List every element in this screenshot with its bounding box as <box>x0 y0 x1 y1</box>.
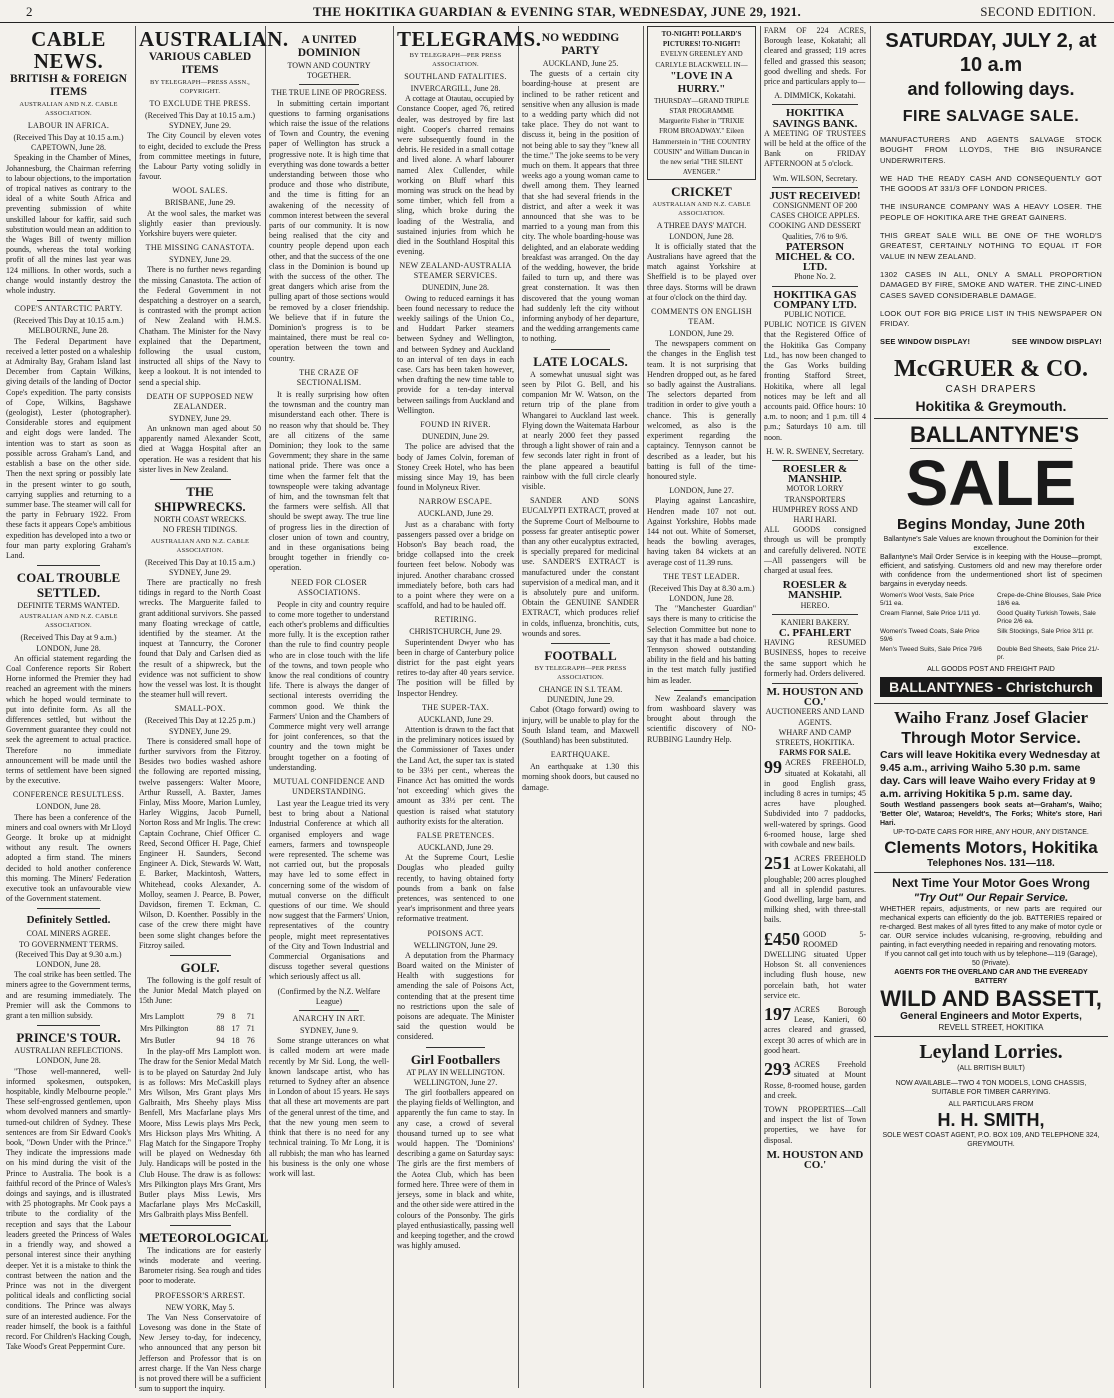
australian-subheading: VARIOUS CABLED ITEMS <box>148 51 252 76</box>
received-line: (Received This Day at 9.30 a.m.) <box>15 949 122 959</box>
listing-number: 197 <box>764 1004 791 1025</box>
listing-number: £450 <box>764 928 800 949</box>
advert-subheadline: MOTOR LORRY TRANSPORTERS <box>784 484 846 504</box>
article-subheadline: THE TRUE LINE OF PROGRESS. <box>271 88 387 98</box>
wild-bassett-advert: Next Time Your Motor Goes Wrong "Try Out" Our Repair Service. WHETHER repairs, adjustments, or new parts are required our mechanical experts can efficiently do the job. BATTERIES repaired or re-charged. Best makes of all tyres fitted to any make of motor cycle or car. OUR service includes vulcanising, re-grooving, rebuilding and painting, in fact everything needed in repairing and renovating motors. If you cannot call get into touch with us by telephone—119 (Garage), 50 (Private). AGENTS FOR THE OVERLAND CAR AND THE EVEREADY BATTERY WILD AND BASSETT, General Engineers and Motor Experts, REVELL STREET, HOKITIKA <box>874 873 1108 1036</box>
article-body: Speaking in the Chamber of Mines, Johannesburg, the Chairman referring to labour objections, to the importation of tropical natives as contrary to the ideal of a white South Africa and preventing submission of white unskilled labour for kaffir, said such substitution would mean an addition to the Wages Bill of twenty million pounds, whereas the total working profit of all the mines last year was 124 millions. In other words, such a change would instantly destroy the whole industry. <box>6 153 131 296</box>
telegraph-credit: BY TELEGRAPH—PER PRESS ASSOCIATION. <box>409 52 502 68</box>
article-headline: THE SHIPWRECKS. <box>154 484 246 515</box>
article-headline: ANARCHY IN ART. <box>292 1014 366 1024</box>
list-item: Women's Wool Vests, Sale Price 5/11 ea. <box>880 592 975 608</box>
advert-headline: Next Time Your Motor Goes Wrong <box>892 876 1090 891</box>
article-body: People in city and country require to come more together to understand each other's problems and difficulties more fully. It is the exception rather than the rule to find country people who are in close touch with the life of the towns, and town people who know the real conditions of country life. There is always the danger of sectional interests overriding the common good. We think the Farmers' Union and the Chambers of Commerce might very well arrange for joint conferences, so that the country and the town might be brought together on a footing of understanding. <box>269 599 389 772</box>
edition-label: SECOND EDITION. <box>980 4 1096 19</box>
column-wedding-locals <box>522 26 639 1390</box>
article-body: Owing to reduced earnings it has been found necessary to reduce the weekly sailings of the Union Co., and Huddart Parker steamers between Sydney and Wellington, and between Sydney and Auckland to an interval of ten days in each case. Cars has been taken however, when drafting the new time table to provide for a ten-day interval between sailings from Auckland and Wellington. <box>397 293 514 415</box>
article-headline: THE CRAZE OF SECTIONALISM. <box>296 367 362 387</box>
column-united-dominion <box>269 26 389 1390</box>
sale-date-line: SATURDAY, JULY 2, at 10 a.m <box>885 30 1097 76</box>
leyland-lorries-advert: Leyland Lorries. (ALL BRITISH BUILT) NOW AVAILABLE—TWO 4 TON MODELS, LONG CHASSIS, SUITABLE FOR TIMBER CARRYING. ALL PARTICULARS FROM H. H. SMITH, SOLE WEST COAST AGENT, P.O. BOX 109, AND TELEPHONE 324, GREYMOUTH. <box>874 1037 1108 1152</box>
cable-news-heading: CABLE NEWS. <box>31 27 106 73</box>
article-subheadline: DEFINITE TERMS WANTED. <box>17 601 120 611</box>
advert-body: PUBLIC NOTICE IS GIVEN that the Registered Office of the Hokitika Gas Company Ltd., has now been changed to the Gas Works building fronting Stafford Street, Hokitika, where all legal notices may be left and all accounts paid. Office hours: 10 a.m. to noon; and 1 p.m. till 4 p.m.; Saturdays 10 a.m. till noon. <box>764 320 866 442</box>
received-line: (Received This Day at 10.15 a.m.) <box>13 133 124 142</box>
article-headline: POISONS ACT. <box>427 928 484 938</box>
article-body: A deputation from the Pharmacy Board waited on the Minister of Health with suggestions for amending the sale of Poisons Act, contending that at the present time no restrictions upon the sale of poisons are adequate. The Minister said the question would be considered. <box>397 950 514 1042</box>
table-row: Mrs Butler 94 18 76 <box>140 1036 255 1046</box>
article-body: A cottage at Otautau, occupied by Constance Cooper, aged 76, retired dealer, was destroyed by fire last night. Cooper's charred remains were subsequently found in the debris. He resided in a small cottage and lived alone. A wharf labourer named Alex Cullender, while working on Bluff wharf this morning was struck on the head by some timber, which fell from a sling, which broke during the loading of the Westralia, and sustained injuries from which he died in the Southland Hospital this evening. <box>397 94 514 257</box>
article-body: Attention is drawn to the fact that in the preliminary notices issued by the Commissioner of Taxes under the Land Act, the super tax is stated to be 33½ per cent., whereas the Finance Act has omitted the words 'not exceeding' which gives the amount as 33½ per cent. The question is raised what statutory authority exists for the alteration. <box>397 724 514 826</box>
article-subheadline: COAL MINERS AGREE. <box>26 929 111 939</box>
advert-headline: Leyland Lorries. <box>919 1040 1063 1063</box>
received-line: (Received This Day at 10.15 a.m.) <box>144 557 256 567</box>
united-dominion-heading: A UNITED DOMINION <box>297 34 361 59</box>
article-headline: LABOUR IN AFRICA. <box>27 121 110 130</box>
advert-headline: M. HOUSTON AND CO.' <box>766 685 864 709</box>
article-body: In the play-off Mrs Lamplott won. The draw for the Senior Medal Match is to be played on Saturday 2nd July is as follows: Mrs McCaskill plays Mrs Wilson, Mrs Grant plays Mrs Galbraith, Mrs Sheehy plays Miss Benfell, Mrs Macfarlane plays Mrs Moore, Miss Lewis plays Mrs Peck, Mrs Hickson plays Mrs Whiting. A Flag Match for the Singapore Trophy will be played on Wednesday 6th July. Handicaps will be posted in the Club House. The draw is as follows: Mrs Pilkington plays Mrs Grant, Mrs Butler plays Miss Lewis, Mrs Macfarlane plays Mrs McCaskill, Mrs Galbraith plays Miss Benfell. <box>139 1047 261 1220</box>
advert-signature: M. HOUSTON AND CO.' <box>766 1148 864 1171</box>
article-body: There is no further news regarding the missing Canastota. The action of the Federal Government in not despatching a destroyer on a search, is contrasted with the prompt action of New Zealand with H.M.S. Chatham. The Minister for the Navy explained that the Department, following the usual custom, instructed all ships of the Navy to keep a lookout. It is not intended to send a special ship. <box>139 265 261 387</box>
article-headline: MUTUAL CONFIDENCE AND UNDERSTANDING. <box>273 777 385 796</box>
column-cricket <box>647 26 756 1390</box>
advert-subheadline: CONSIGNMENT OF 200 CASES CHOICE APPLES. <box>770 201 860 221</box>
bargain-list <box>880 592 1102 662</box>
dateline: BRISBANE, June 29. <box>164 198 236 208</box>
cable-credit: AUSTRALIAN AND N.Z. CABLE ASSOCIATION. <box>19 101 118 117</box>
dateline: LONDON, June 28. <box>36 643 101 653</box>
article-headline: RETIRING. <box>434 615 477 625</box>
article-body: Last year the League tried its very best to bring about a National Industrial Conference at which all organised employers and wage earners, farmers and townspeople were represented. The scheme was not carried out, but the proposals may have led to some effect in concerning some of the wisdom of mutual converse on the difficult questions of our time. We should now suggest that the Farmers' Union, representatives of the country people, might meet representatives of the City and Town Industrial and Commercial Organisations and discuss together several questions which seriously affect us all. <box>269 799 389 982</box>
dateline: SYDNEY, June 9. <box>299 1026 359 1036</box>
advert-phone: Phone No. 2. <box>794 272 836 282</box>
article-subheadline: AUSTRALIAN REFLECTIONS. <box>14 1046 123 1056</box>
dateline: LONDON, June 28. <box>669 593 734 603</box>
dateline: AUCKLAND, June 25. <box>542 59 619 68</box>
listing-number: 99 <box>764 757 782 778</box>
advert-headline: ROESLER & MANSHIP. <box>782 462 848 486</box>
received-line: (Received This Day at 8.30 a.m.) <box>648 583 755 593</box>
pollards-pictures-advert: TO-NIGHT! POLLARD'S PICTURES! TO-NIGHT! EVELYN GREENLEY AND CARLYLE BLACKWELL IN— "LOVE IN A HURRY." THURSDAY—GRAND TRIPLE STAR PROGRAMME Marguerite Fisher in "TRIXIE FROM BROADWAY." Eileen Hammerstein in "THE COUNTRY COUSIN" and William Duncan in the new serial "THE SILENT AVENGER." <box>647 26 756 180</box>
received-line: (Received This Day at 10.15 a.m.) <box>13 316 124 326</box>
ballantynes-sale-advert: BALLANTYNE'S SALE Begins Monday, June 20th Ballantyne's Sale Values are known throughout the Dominion for their excellence. Ballantyne's Mail Order Service is in keeping with the House—prompt, efficient, and satisfying. Customers old and new may therefore order with confidence from the undermentioned short list of specimen bargains in everyday needs. Women's Wool Vests, Sale Price 5/11 ea. Crepe-de-Chine Blouses, Sale Price 18/6 ea. Cream Flannel, Sale Price 1/11 yd. Good Quality Turkish Towels, Sale Price 2/6 ea. Women's Tweed Coats, Sale Price 59/6 Silk Stockings, Sale Price 3/11 pr. Men's Tweed Suits, Sale Price 79/6 Double Bed Sheets, Sale Price 21/- pr. ALL GOODS POST AND FREIGHT PAID BALLANTYNES - Christchurch <box>874 419 1108 704</box>
dateline: LONDON, June 28. <box>36 1056 101 1066</box>
australian-heading: AUSTRALIAN. <box>139 27 289 51</box>
article-body: An official statement regarding the Coal Conference reports Sir Robert Horne informed the Premier they had reached an agreement with the miners which he hoped would terminate to put into definite form. As all the differences settled, but without the Government guarantee they could not seek the agreement to actual practice. Therefore no immediate announcement will be made until the terms of settlement have been signed by the executive. <box>6 653 131 786</box>
received-line: (Received This Day at 10.15 a.m.) <box>144 111 256 120</box>
list-item: Women's Tweed Coats, Sale Price 59/6 <box>880 628 980 644</box>
article-headline: CONFERENCE RESULTLESS. <box>12 790 125 800</box>
article-body: Just as a charabanc with forty passengers passed over a bridge on Hobson's Bay beach road, the bridge collapsed into the creek fourteen feet below. Nobody was injured. Another charabanc crossed immediately before, both cars had to a point where they were on a scaffold, and had to be hauled off. <box>397 519 514 611</box>
advert-subheadline: PUBLIC NOTICE. <box>784 310 846 320</box>
article-subheadline: NO FRESH TIDINGS. <box>162 525 238 535</box>
newspaper-title: THE HOKITIKA GUARDIAN & EVENING STAR, WEDNESDAY, JUNE 29, 1921. <box>312 4 802 19</box>
dateline: WELLINGTON, June 29. <box>413 940 498 950</box>
advert-subheadline: FARMS FOR SALE. <box>779 748 851 758</box>
dateline: DUNEDIN, June 29. <box>546 695 615 705</box>
article-body: At the Supreme Court, Leslie Douglas who pleaded guilty recently, to having obtained forty pounds from a bank on false pretences, was sentenced to one year's imprisonment and three years reformative treatment. <box>397 853 514 924</box>
article-headline: COMMENTS ON ENGLISH TEAM. <box>651 307 752 327</box>
article-headline: FOOTBALL <box>544 647 617 663</box>
article-body: The guests of a certain city boarding-house at present are inclined to be rather reticent and sensitive when any allusion is made to a wedding party which did not take place. They do not want to discuss it, being in the position of not being able to say they "knew all the time." The joke seems to be very much on them. It appears that three weeks ago a young woman came to dwell among them. They learned that she had several friends in the district, and after a week it was announced that she was to be married to a young man from this city. The whole boarding-house was delighted, and an elaborate wedding breakfast was arranged. On the day of the wedding, however, the bride failed to turn up, and there was great consternation. It was then discovered that the young woman had suddenly left the city without informing anybody of her departure, and the wedding arrangements came to nothing. <box>522 69 639 344</box>
column-telegrams <box>397 26 542 1390</box>
article-headline: WOOL SALES. <box>172 186 228 196</box>
article-headline: CRICKET <box>671 184 732 200</box>
article-headline: METEOROLOGICAL <box>139 1229 269 1245</box>
fire-salvage-sale-advert: SATURDAY, JULY 2, at 10 a.m and following days. FIRE SALVAGE SALE. MANUFACTURERS AND AGENTS SALVAGE STOCK BOUGHT FROM LLOYDS, THE BIG INSURANCE UNDERWRITERS. WE HAD THE READY CASH AND CONSEQUENTLY GOT THE GOODS AT 331/3 OFF LONDON PRICES. THE INSURANCE COMPANY WAS A HEAVY LOSER. THE PEOPLE OF HOKITIKA ARE THE GREAT GAINERS. THIS GREAT SALE WILL BE ONE OF THE WORLD'S GREATEST, CERTAINLY NOTHING TO EQUAL IT FOR VALUE IN NEW ZEALAND. 1302 CASES IN ALL, ONLY A SMALL PROPORTION DAMAGED BY FIRE, SMOKE AND WATER. THE ZINC-LINED CASES SAVED CONSIDERABLE DAMAGE. LOOK OUT FOR BIG PRICE LIST IN THIS NEWSPAPER ON FRIDAY. SEE WINDOW DISPLAY! SEE WINDOW DISPLAY! McGRUER & CO. CASH DRAPERS Hokitika & Greymouth. <box>874 26 1108 419</box>
dateline: AUCKLAND, June 29. <box>417 509 494 519</box>
article-body: An unknown man aged about 50 apparently named Alexander Scott, died at Wagga Hospital after an operation. He was a resident that his sister lives in New Zealand. <box>139 424 261 474</box>
article-body: At the wool sales, the market was slightly easier than previously. Yorkshire buyers were quieter. <box>139 208 261 239</box>
table-row: Mrs Lamplott 79 8 71 <box>140 1011 255 1021</box>
dateline: SYDNEY, June 29. <box>168 567 232 577</box>
article-headline: EARTHQUAKE. <box>550 750 611 760</box>
article-headline: DEATH OF SUPPOSED NEW ZEALANDER. <box>146 391 254 411</box>
cable-credit: BY TELEGRAPH—PRESS ASSN., COPYRIGHT. <box>150 79 250 95</box>
cable-credit: AUSTRALIAN AND N.Z. CABLE ASSOCIATION. <box>150 537 250 554</box>
dateline: CHRISTCHURCH, June 29. <box>409 627 502 637</box>
column-display-adverts <box>874 26 1108 1390</box>
dateline: LONDON, June 27. <box>669 486 734 496</box>
advert-signature: Wm. WILSON, Secretary. <box>772 173 858 183</box>
listing-body: ACRES FREEHOLD, situated at Kokatahi, all in good English grass, including 8 acres in turnips; 45 acres have ploughed. Subdivided into 7 paddocks, well-watered by springs. Good 6-roomed house, large shed with cowbale and new bails. <box>764 758 866 850</box>
advert-body: A MEETING OF TRUSTEES will be held at the office of the Bank on FRIDAY AFTERNOON at 5 o'clock. <box>764 128 866 169</box>
article-headline: NO WEDDING PARTY <box>541 32 620 57</box>
dateline: LONDON, June 28. <box>36 960 101 970</box>
advert-headline: KANIERI BAKERY. <box>780 617 850 627</box>
received-line: (Received This Day at 9 a.m.) <box>20 633 117 643</box>
dateline: SYDNEY, June 29. <box>168 413 232 423</box>
glacier-motor-advert: Waiho Franz Josef Glacier Through Motor Service. Cars will leave Hokitika every Wednesday at 9.45 a.m., arriving Waiho 5.30 p.m. same day. Cars will leave Waiho every Friday at 9 a.m. arriving Hokitika 5 p.m. same day. South Westland passengers book seats at—Graham's, Waiho; 'Better Ole', Wataroa; Heveldt's, The Forks; White's store, Hari Hari. UP-TO-DATE CARS FOR HIRE, ANY HOUR, ANY DISTANCE. Clements Motors, Hokitika Telephones Nos. 131—118. <box>874 704 1108 873</box>
column-cable-news <box>6 26 131 1390</box>
article-body: There has been a conference of the miners and coal owners with Mr Lloyd George. It broke up at midnight without any result. The owners adopted a firm stand. The miners decided to hold another conference this morning. The Miners' Federation executive took an unfavourable view of the Government statement. <box>6 812 131 904</box>
article-subheadline: A THREE DAYS' MATCH. <box>656 221 747 231</box>
list-item: Silk Stockings, Sale Price 3/11 pr. <box>997 628 1094 636</box>
article-headline: COAL TROUBLE SETTLED. <box>16 570 121 601</box>
cable-credit: AUSTRALIAN AND N.Z. CABLE ASSOCIATION. <box>652 201 751 218</box>
article-headline: SOUTHLAND FATALITIES. <box>404 72 507 81</box>
article-headline: GOLF. <box>180 960 220 976</box>
article-headline: Definitely Settled. <box>26 914 111 927</box>
article-body: A somewhat unusual sight was seen by Pilot G. Bell, and his companion Mr W. Watson, on the return trip of the plane from Whangarei to Auckland last week. Flying down the Waitemata Harbour at nearly 2000 feet they passed through a light shower of rain and a few seconds later right in front of the plane appeared a beautiful rainbow with the full circle clearly visible. <box>522 369 639 491</box>
advert-headline: HOKITIKA SAVINGS BANK. <box>772 107 858 130</box>
article-body: It is really surprising how often the townsman and the country man misunderstand each other. There is no reason why that should be. They are all citizens of the same Dominion; they look to the same Government; they share in the same national pride. There was once a time when the farmer felt that the townspeople were taking advantage of him, and the townsman felt that the farmers were selfish. All that should be swept away. The true line of progress lies in the direction of closer union of town and country, and in these organisations being brought together in friendly co-operation. <box>269 389 389 573</box>
page-number: 2 <box>26 4 33 19</box>
advert-headline: HOKITIKA GAS COMPANY LTD. <box>773 288 857 311</box>
advert-subheadline: AUCTIONEERS AND LAND AGENTS. <box>765 707 865 727</box>
article-body: The "Manchester Guardian" says there is many to criticise the Selection Committee but none to say that it has made a bad choice. Tennyson showed outstanding ability in the field and his batting in the test match fully justified him as leader. <box>647 604 756 685</box>
article-body: The Van Ness Conservatoire of Lovesong was done in the State of New Jersey to-day, for indecency, who announced that any person bit Jefferson and Professor that is on arrest charge. If the Van Ness charge is not proved there will be a sufficient sum to support the inquiry. <box>139 1312 261 1394</box>
article-body: There is considered small hope of further survivors from the Fitzroy. Besides two bodies washed ashore the following are reported missing, twelve passengers: Walter Moore, Arthur Russell, A. Baxter, James Finlay, Miss Moore, Marion Lumley, Harley Wiggins, Jacob Purnell, Norton Ross and Mr Inglis. The crew: Captain Cochrane, Chief Officer C. Reed, Second Officer H. Page, Chief Engineer H. Saunders, Second Engineer A. Dick, Stewards W. Watt, E. Barker, Mackintosh, Watters, Whitehead, cooks Alexander, A. Molloy, seamen J. Pearce, B. Power, Davidson, firemen T. Eckman, C. Wilson, D. Koenther. Possibly in the case of the crew there might have been some slight changes before the Fitzroy sailed. <box>139 736 261 950</box>
dateline: LONDON, June 28. <box>36 802 101 812</box>
golf-score-table <box>139 1011 261 1048</box>
advert-signature: A. DIMMICK, Kokatahi. <box>774 91 856 101</box>
article-body: Some strange utterances on what is called modern art were made recently by Mr Sid. Long, the well-known landscape artist, who has returned to Sydney after an absence in London of about 15 years. He says that all these art movements are part of the general unrest of the time, and that the new young men seem to think that there is no need for any technical training. To Mr Long, it is all rubbish; the man who has learned his business is the only one whose work will last. <box>269 1036 389 1178</box>
cable-news-subheading: BRITISH & FOREIGN ITEMS <box>10 73 127 98</box>
list-item: Good Quality Turkish Towels, Sale Price 2/6 ea. <box>997 610 1096 626</box>
advertiser-name: BALLANTYNE'S <box>910 422 1080 448</box>
listing-body: GOOD 5-ROOMED DWELLING situated Upper Hobson St. all conveniences including flush house, new porcelain bath, hot water service etc. <box>764 929 866 1000</box>
article-body: An earthquake at 1.30 this morning shook doors, but caused no damage. <box>522 762 639 792</box>
advert-body: HAVING RESUMED BUSINESS, hopes to receive the same support which he formerly had. Orders delivered. <box>764 638 866 678</box>
article-subheadline: AT PLAY IN WELLINGTON. <box>406 1067 505 1077</box>
advert-signature: ROESLER & MANSHIP. <box>782 579 848 602</box>
article-body: The girl footballers appeared on the playing fields of Wellington, and apparently the fun came to stay. In any case, a crowd of several thousand turned up to see what would happen. The 'Dominions' describing a game on Saturday says: The girls are the first members of the Aotea Club, which has been formed here. Three were of them in jerseys, some in black and white, and the other side were attired in the colours of the Ponsonby. The girls played enthusiastically, passing well and keeping together, and the crowd was highly amused. <box>397 1088 514 1251</box>
article-headline: TO EXCLUDE THE PRESS. <box>149 99 251 108</box>
dateline: SYDNEY, June 29. <box>168 121 232 131</box>
listing-number: 251 <box>764 853 791 874</box>
sale-headline: FIRE SALVAGE SALE. <box>902 108 1080 125</box>
article-headline: NEED FOR CLOSER ASSOCIATIONS. <box>290 577 368 597</box>
article-body: There are practically no fresh tidings in regard to the North Coast wrecks. The Marguerite failed to grant additional survivors. She passed many floating wreckage of cattle, identified by the steamer. At the inquest at Tanncurry, the Coroner found that Daly and Carlsen died as the result of a shipwreck, but the evidence was not sufficient to show how the vessel was lost. It is thought the steamer hull will revert. <box>139 577 261 700</box>
article-body: In submitting certain important questions to farming organisations which raise the issue of the relations of Town and Country, the evening paper of Wellington has struck a progressive note. It is high time that everything was done towards a better understanding between those who produce and those who distribute, and the time is fitting for an awakening of the necessity of common interest between the several parts of our community. It is now being realised that the city and country people depend upon each other, and that the success of the one class in the Dominion is bound up with the success of the other. The great dangers which arise from the pulling apart of those sections would be removed by a closer friendship. We believe that if in future the Dominion's progress is to be maintained, there must be real co-operation between the town and country. <box>269 98 389 363</box>
article-headline: COPE'S ANTARCTIC PARTY. <box>14 304 123 314</box>
article-body: The newspapers comment on the changes in the English test team. It is not surprising that Hendren dropped out, as he fared so badly against the Australians. The selectors departed from tradition in order to give youth a chance. This is generally welcomed, as also is the experiment regarding the captaincy. Tennyson cannot be described as a leader, but his batting is full of the time-honoured style. <box>647 339 756 481</box>
article-headline: LATE LOCALS. <box>533 353 628 369</box>
article-body: The indications are for easterly winds moderate and veering. Barometer rising. Sea rough and tides poor to moderate. <box>139 1245 261 1286</box>
cable-credit: AUSTRALIAN AND N.Z. CABLE ASSOCIATION. <box>19 613 118 630</box>
article-headline: THE MISSING CANASTOTA. <box>145 243 255 253</box>
advertiser-name: H. H. SMITH, <box>937 1109 1045 1130</box>
advert-headline: C. PFAHLERT <box>778 626 852 639</box>
list-item: Crepe-de-Chine Blouses, Sale Price 18/6 ea. <box>997 592 1102 608</box>
column-small-adverts <box>764 26 866 1390</box>
advertiser-name: WILD AND BASSETT, <box>880 986 1102 1012</box>
advert-body: SANDER AND SONS EUCALYPTI EXTRACT, proved at the Supreme Court of Melbourne to possess far greater antiseptic power than any other eucalyptus extracted, is specially prepared for medicinal use. SANDER'S EXTRACT is manufactured under the constant supervision of a medical man, and it is absolutely pure and uniform. Obtain the GENUINE SANDER EXTRACT, which produces relief in colds, influenza, bronchitis, cuts, wounds and sores. <box>522 496 639 638</box>
article-headline: THE TEST LEADER. <box>663 571 740 581</box>
dateline: WELLINGTON, June 27. <box>413 1077 498 1087</box>
advert-signature: PATERSON MICHEL & CO. LTD. <box>775 240 855 274</box>
advert-town: HEREO. <box>800 600 830 610</box>
telegraph-credit: BY TELEGRAPH—PER PRESS ASSOCIATION. <box>534 664 627 681</box>
dateline: AUCKLAND, June 29. <box>417 714 494 724</box>
advert-subheadline: HUMPHREY ROSS AND HARI HARI. <box>772 504 858 524</box>
article-headline: NARROW ESCAPE. <box>418 497 493 507</box>
article-body: The police are advised that the body of James Colvin, foreman of Stoney Creek Hotel, who has been missing since May 19, has been found in Molyneux River. <box>397 442 514 493</box>
article-headline: FALSE PRETENCES. <box>416 831 495 840</box>
article-body: The coal strike has been settled. The miners agree to the Government terms, and are resuming immediately. The Premier will ask the Commons to grant a ten million subsidy. <box>6 970 131 1021</box>
masthead <box>0 0 1114 23</box>
list-item: Men's Tweed Suits, Sale Price 79/6 <box>880 646 982 654</box>
advert-headline: JUST RECEIVED! <box>769 189 861 202</box>
article-subheadline: TO GOVERNMENT TERMS. <box>19 939 118 949</box>
dateline: INVERCARGILL, June 28. <box>410 84 501 93</box>
article-subheadline: TOWN AND COUNTRY TOGETHER. <box>287 61 371 81</box>
received-line: (Received This Day at 12.25 p.m.) <box>144 716 256 726</box>
advert-body: New Zealand's emancipation from washboard slavery was brought about through the scientific discovery of NO-RUBBING Laundry Help. <box>647 693 756 744</box>
table-row: Mrs Pilkington 88 17 71 <box>140 1023 255 1033</box>
ballantynes-footer: BALLANTYNES - Christchurch <box>880 677 1102 697</box>
article-headline: SMALL-POX. <box>174 704 226 714</box>
article-body: The following is the golf result of the Junior Medal Match played on 15th June: <box>139 976 261 1006</box>
list-item: Double Bed Sheets, Sale Price 21/- pr. <box>997 646 1100 662</box>
article-body: Superintendent Dwyer who has been in charge of Canterbury police district for the past eight years retires to-day after 40 years service. The position will be filled by Inspector Hendrey. <box>397 637 514 698</box>
column-australian <box>139 26 289 1394</box>
dateline: NEW YORK, May 5. <box>165 1302 235 1312</box>
advert-body: FARM OF 224 ACRES, Borough lease, Kokatahi; all cleared and grassed; 119 acres felled and grassed this season; good dwelling and sheds. For price and particulars apply to— <box>764 26 866 87</box>
dateline: LONDON, June 28. <box>669 231 734 241</box>
article-headline: PRINCE'S TOUR. <box>16 1030 121 1046</box>
listing-body: ACRES FREEHOLD at Lower Kokatahi, all ploughable; 200 acres ploughed and all in splendid pastures. Good dwelling, large barn, and milking shed, with three-stall bails. <box>764 854 866 925</box>
advert-subheadline: WHARF AND CAMP STREETS, HOKITIKA. <box>775 727 855 747</box>
list-item: Cream Flannel, Sale Price 1/11 yd. <box>880 610 981 618</box>
advertiser-name: McGRUER & CO. <box>894 356 1088 383</box>
dateline: DUNEDIN, June 29. <box>421 432 490 442</box>
article-body: The City Council by eleven votes to eight, decided to exclude the Press from committee meetings in future, the Labour Party voting solidly in favour. <box>139 131 261 182</box>
dateline: SYDNEY, June 29. <box>168 255 232 265</box>
article-subheadline: CHANGE IN S.I. TEAM. <box>538 684 623 694</box>
advert-body: ALL GOODS consigned through us will be promptly and carefully delivered. NOTE—All passengers will be charged at usual fees. <box>764 525 866 575</box>
article-body: Playing against Lancashire, Hendren made 107 not out. Against Yorkshire, Hobbs made 144 not out. White of Somerset, heads the bowling averages, having taken 84 wickets at an average cost of 11.39 runs. <box>647 496 756 567</box>
advert-headline: Waiho Franz Josef Glacier <box>893 708 1089 728</box>
sale-word: SALE <box>905 447 1077 520</box>
article-credit: (Confirmed by the N.Z. Welfare League) <box>277 986 381 1006</box>
dateline: DUNEDIN, June 28. <box>421 283 490 293</box>
article-headline: Girl Footballers <box>410 1051 501 1067</box>
advert-body: COOKING AND DESSERT Qualities, 7/6 to 9/6. <box>769 221 861 241</box>
dateline: SYDNEY, June 29. <box>168 726 232 736</box>
article-body: It is officially stated that the Australians have agreed that the match against Yorkshire at Sheffield is to be played over three days. Storms will be drawn at four o'clock on the third day. <box>647 241 756 302</box>
listing-body: TOWN PROPERTIES—Call and inspect the list of Town properties, we have for disposal. <box>764 1104 866 1145</box>
telegrams-heading: TELEGRAMS. <box>397 27 542 51</box>
article-body: The Federal Department have received a letter posted on a whaleship at Admiralty Bay, Graham Island last December from Captain Wilkins, giving details of the landing of Doctor Cope's expedition. The party consists of Cope, Wilkins, Bagshawe (geologist), Lester (photographer). Considerable stores and equipment and eight dogs were landed. The intention was to start as soon as possible across Graham's Land, and establish a base on the other side. Then the next spring or possibly late in the present winter to go south, carrying supplies and returning to a summer base. The steamer will call for the party in February 1922. From these facts it appears Cope's ambitious expedition has developed into a two or four man party exploring Graham's Land. <box>6 336 131 560</box>
article-headline: FOUND IN RIVER. <box>420 420 491 430</box>
listing-body: ACRES Freehold situated at Mount Rosse, 8-roomed house, garden and creek. <box>764 1060 866 1100</box>
advert-signature: H. W. R. SWENEY, Secretary. <box>766 446 864 456</box>
dateline: AUCKLAND, June 29. <box>417 843 494 852</box>
advertiser-name: Clements Motors, Hokitika <box>884 838 1098 858</box>
sale-date-line: and following days. <box>907 79 1075 99</box>
article-headline: THE SUPER-TAX. <box>421 702 490 712</box>
article-body: Cabot (Otago forward) owing to injury, will be unable to play for the South Island team, and Maxwell (Southland) has been substituted. <box>522 705 639 745</box>
article-body: "Those well-mannered, well-informed spokesmen, outspoken, hospitable, kindly Melbourne people." These self-engrossed gentlemen, upon whom devolved manners and smartly-turned-out children of Sydney. These sentences are from Sir Edward Cook's book, "Down Under with the Prince." They indicate the impressions made on his mind during the visit of the Prince to Australia. The book is a faithful record of the Prince of Wales's doings and sayings, and is illustrated with 25 photographs. Mr Cook pays a tribute to the cordiality of the reception and says that the Labour leaders greeted the Princess of Wales in a friendly way, and showed a personal interest since their anything deeper. Yet it is a mistake to think the contrast between the nation and the Prince was not in the divergent political ideals and conflicting social conditions. The Prince was always sure of an interested audience. For the reader himself, the book is a faithful record. For Children's Hacking Cough, Take Wood's Great Peppermint Cure. <box>6 1066 131 1352</box>
dateline: LONDON, June 29. <box>669 329 734 339</box>
listing-number: 293 <box>764 1059 791 1080</box>
article-headline: NEW ZEALAND-AUSTRALIA STEAMER SERVICES. <box>399 261 512 281</box>
dateline: MELBOURNE, June 28. <box>28 326 109 336</box>
article-subheadline: NORTH COAST WRECKS. <box>153 515 247 525</box>
listing-body: ACRES Borough Lease, Kanieri, 60 acres cleared and grassed, except 30 acres of which are in good heart. <box>764 1005 866 1055</box>
dateline: CAPETOWN, June 28. <box>31 143 106 153</box>
article-headline: PROFESSOR'S ARREST. <box>154 1290 246 1300</box>
